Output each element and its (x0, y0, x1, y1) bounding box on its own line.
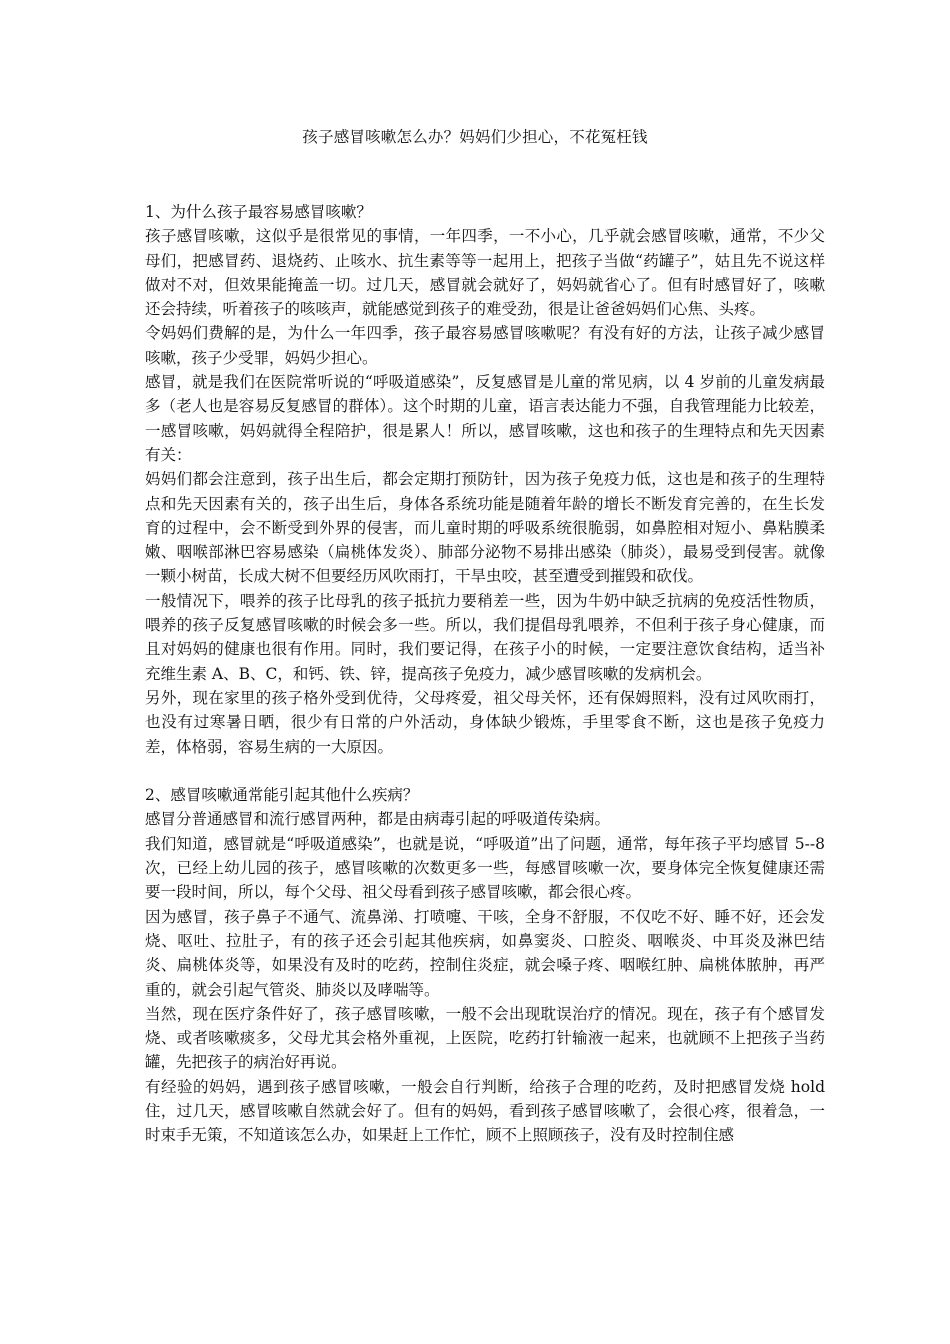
paragraph: 有经验的妈妈，遇到孩子感冒咳嗽，一般会自行判断，给孩子合理的吃药，及时把感冒发烧 hold 住，过几天，感冒咳嗽自然就会好了。但有的妈妈，看到孩子感冒咳嗽了，会很心疼，很着急，一时束手无策，不知道该怎么办，如果赶上工作忙，顾不上照顾孩子，没有及时控制住感 (145, 1077, 825, 1145)
document-body (145, 200, 825, 1148)
paragraph: 妈妈们都会注意到，孩子出生后，都会定期打预防针，因为孩子免疫力低，这也是和孩子的生理特点和先天因素有关的，孩子出生后，身体各系统功能是随着年龄的增长不断发育完善的，在生长发育的过程中，会不断受到外界的侵害，而儿童时期的呼吸系统很脆弱，如鼻腔相对短小、鼻粘膜柔嫩、咽喉部淋巴容易感染（扁桃体发炎）、肺部分泌物不易排出感染（肺炎），最易受到侵害。就像一颗小树苗，长成大树不但要经历风吹雨打，干旱虫咬，甚至遭受到摧毁和砍伐。 (145, 470, 825, 586)
paragraph: 感冒分普通感冒和流行感冒两种，都是由病毒引起的呼吸道传染病。 (145, 810, 611, 829)
paragraph: 感冒，就是我们在医院常听说的“呼吸道感染”，反复感冒是儿童的常见病，以 4 岁前的儿童发病最多（老人也是容易反复感冒的群体）。这个时期的儿童，语言表达能力不强，自我管理能力比较差，一感冒咳嗽，妈妈就得全程陪护，很是累人！所以，感冒咳嗽，这也和孩子的生理特点和先天因素有关： (145, 373, 825, 464)
paragraph: 孩子感冒咳嗽，这似乎是很常见的事情，一年四季，一不小心，几乎就会感冒咳嗽，通常，不少父母们，把感冒药、退烧药、止咳水、抗生素等等一起用上，把孩子当做“药罐子”，姑且先不说这样做对不对，但效果能掩盖一切。过几天，感冒就会就好了，妈妈就省心了。但有时感冒好了，咳嗽还会持续，听着孩子的咳咳声，就能感觉到孩子的难受劲，很是让爸爸妈妈们心焦、头疼。 (145, 227, 825, 319)
document-title: 孩子感冒咳嗽怎么办？妈妈们少担心，不花冤枉钱 (302, 128, 648, 146)
paragraph: 因为感冒，孩子鼻子不通气、流鼻涕、打喷嚏、干咳，全身不舒服，不仅吃不好、睡不好，还会发烧、呕吐、拉肚子，有的孩子还会引起其他疾病，如鼻窦炎、口腔炎、咽喉炎、中耳炎及淋巴结炎、扁桃体炎等，如果没有及时的吃药，控制住炎症，就会嗓子疼、咽喉红肿、扁桃体脓肿，再严重的，就会引起气管炎、肺炎以及哮喘等。 (145, 907, 825, 999)
section-spacer (145, 759, 825, 783)
paragraph: 另外，现在家里的孩子格外受到优待，父母疼爱，祖父母关怀，还有保姆照料，没有过风吹雨打，也没有过寒暑日晒，很少有日常的户外活动，身体缺少锻炼，手里零食不断，这也是孩子免疫力差，体格弱，容易生病的一大原因。 (145, 688, 825, 756)
section-heading: 1、为什么孩子最容易感冒咳嗽？ (145, 203, 372, 221)
paragraph: 我们知道，感冒就是“呼吸道感染”，也就是说，“呼吸道”出了问题，通常，每年孩子平均感冒 5--8 次，已经上幼儿园的孩子，感冒咳嗽的次数更多一些，每感冒咳嗽一次，要身体完全恢复健康还需要一段时间，所以，每个父母、祖父母看到孩子感冒咳嗽，都会很心疼。 (145, 834, 825, 902)
paragraph: 当然，现在医疗条件好了，孩子感冒咳嗽，一般不会出现耽误治疗的情况。现在，孩子有个感冒发烧、或者咳嗽痰多，父母尤其会格外重视，上医院，吃药打针输液一起来，也就顾不上把孩子当药罐，先把孩子的病治好再说。 (145, 1004, 825, 1072)
paragraph: 令妈妈们费解的是，为什么一年四季，孩子最容易感冒咳嗽呢？有没有好的方法，让孩子减少感冒咳嗽，孩子少受罪，妈妈少担心。 (145, 324, 825, 367)
section-heading: 2、感冒咳嗽通常能引起其他什么疾病？ (145, 786, 419, 805)
paragraph: 一般情况下，喂养的孩子比母乳的孩子抵抗力要稍差一些，因为牛奶中缺乏抗病的免疫活性物质，喂养的孩子反复感冒咳嗽的时候会多一些。所以，我们提倡母乳喂养，不但利于孩子身心健康，而且对妈妈的健康也很有作用。同时，我们要记得，在孩子小的时候，一定要注意饮食结构，适当补充维生素 A、B、C，和钙、铁、锌，提高孩子免疫力，减少感冒咳嗽的发病机会。 (145, 591, 825, 683)
